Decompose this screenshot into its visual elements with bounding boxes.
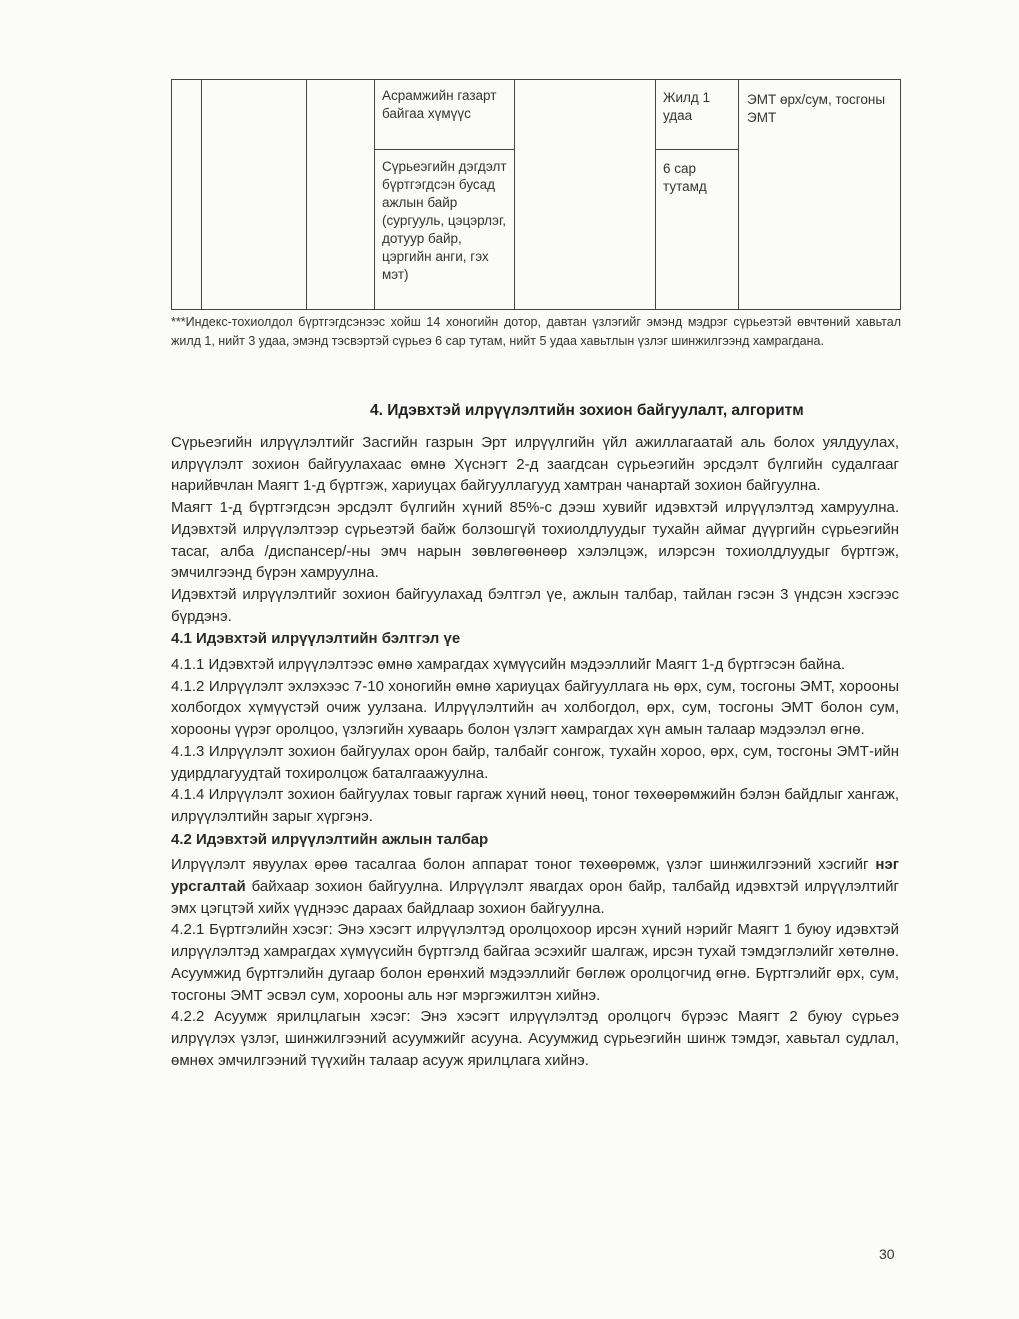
list-item: 4.2.2 Асуумж ярилцлагын хэсэг: Энэ хэсэгт илрүүлэлтэд оролцогч бүрээс Маягт 2 буюу сүрьеэ илрүүлэх үзлэг, шинжилгээний асуумжийг асууна. Асуумжид сүрьеэгийн шинж тэмдэг, хавьтал судлал, өмнөх эмчилгээний түүхийн талаар асууж ярилцлага хийнэ.: [171, 1008, 899, 1069]
table-divider: [655, 149, 738, 150]
table-cell-frequency-1: Жилд 1 удаа: [663, 90, 711, 123]
paragraph-text: Илрүүлэлт явуулах өрөө тасалгаа болон аппарат тоног төхөөрөмж, үзлэг шинжилгээний хэсгийг: [171, 856, 869, 874]
list-item: 4.1.2 Илрүүлэлт эхлэхээс 7-10 хоногийн өмнө хариуцах байгууллага нь өрх, сум, тосгоны ЭМТ, хорооны холбогдох хүмүүстэй очиж уулзана. Илрүүлэлтийн ач холбогдол, өрх, сум, тосгоны ЭМТ болон сум, хорооны үүрэг оролцоо, үзлэгийн хуваарь болон үзлэгт хамрагдах хүн амын талаар мэдээлэл өгнө.: [171, 677, 899, 739]
table-divider: [306, 80, 307, 309]
table-footnote: ***Индекс-тохиолдол бүртгэгдсэнээс хойш 14 хоногийн дотор, давтан үзлэгийг эмэнд мэдрэг сүрьеэтэй өвчтөний хавьтал жилд 1, нийт 3 удаа, эмэнд тэсвэртэй сүрьеэ 6 сар тутам, нийт 5 удаа хавьтлын үзлэг шинжилгээнд хамрагдана.: [171, 315, 901, 348]
section-body: [171, 432, 899, 1071]
list-item: 4.1.4 Илрүүлэлт зохион байгуулах товыг гаргаж хүний нөөц, тоног төхөөрөмжийн бэлэн байдлыг хангаж, илрүүлэлтийн зарыг хүргэнэ.: [171, 786, 899, 825]
table-cell-frequency-2: 6 сар тутамд: [663, 161, 707, 194]
table-divider: [201, 80, 202, 309]
list-item: 4.2.1 Бүртгэлийн хэсэг: Энэ хэсэгт илрүүлэлтэд оролцохоор ирсэн хүний нэрийг Маягт 1 буюу идэвхтэй илрүүлэлтэд хамрагдах хүмүүсийн бүртгэлд байгаа эсэхийг шалгаж, ирсэн тухай тэмдэглэлийг хөтөлнө. Асуумжид бүртгэлийн дугаар болон ерөнхий мэдээллийг бөглөж оролцогчид өгнө. Бүртгэлийг өрх, сум, тосгоны ЭМТ эсвэл сум, хорооны аль нэг мэргэжилтэн хийнэ.: [171, 921, 899, 1004]
emphasis-text: нэг урсгалтай: [171, 856, 899, 896]
table-divider: [738, 80, 739, 309]
subsection-paragraph: [171, 854, 899, 919]
table-cell-target-2: Сүрьеэгийн дэгдэлт бүртгэгдсэн бусад ажлын байр (сургууль, цэцэрлэг, дотуур байр, цэргийн анги, гэх мэт): [382, 159, 507, 282]
table-cell-target-1: Асрамжийн газарт байгаа хүмүүс: [382, 88, 497, 121]
intro-paragraph: Идэвхтэй илрүүлэлтийг зохион байгуулахад бэлтгэл үе, ажлын талбар, тайлан гэсэн 3 үндсэн хэсгээс бүрдэнэ.: [171, 585, 899, 625]
table-divider: [514, 80, 515, 309]
table-divider: [655, 80, 656, 309]
table-divider: [374, 149, 514, 150]
intro-paragraph: Сүрьеэгийн илрүүлэлтийг Засгийн газрын Эрт илрүүлгийн үйл ажиллагаатай аль болох уялдуулах, илрүүлэлт зохион байгуулахаас өмнө Хүснэгт 2-д заагдсан сүрьеэгийн эрсдэлт бүлгийн судалгааг нарийвчлан Маягт 1-д бүртгэж, хариуцах байгууллагууд хамтран чанартай зохион байгуулна.: [171, 434, 899, 495]
list-item: 4.1.3 Илрүүлэлт зохион байгуулах орон байр, талбайг сонгож, тухайн хороо, өрх, сум, тосгоны ЭМТ-ийн удирдлагуудтай тохиролцож баталгаажуулна.: [171, 742, 899, 782]
page-number: 30: [879, 1246, 895, 1262]
subsection-title-4-1: 4.1 Идэвхтэй илрүүлэлтийн бэлтгэл үе: [171, 630, 461, 648]
intro-paragraph: Маягт 1-д бүртгэгдсэн эрсдэлт бүлгийн хүний 85%-с дээш хувийг идэвхтэй илрүүлэлтэд хамруулна. Идэвхтэй илрүүлэлтээр сүрьеэтэй байж болзошгүй тохиолдлуудыг тухайн аймаг дүүргийн сүрьеэгийн тасаг, алба /диспансер/-ны эмч нарын зөвлөгөөнөөр хэлэлцэж, илэрсэн тохиолдлуудыг бүртгэж, эмчилгээнд бүрэн хамруулна.: [171, 499, 899, 582]
paragraph-text: байхаар зохион байгуулна. Илрүүлэлт явагдах орон байр, талбайд идэвхтэй илрүүлэлтийг эмх цэгцтэй хийх үүднээс дараах байдлаар зохион байгуулна.: [171, 878, 899, 917]
table-cell-responsible: ЭМТ өрх/сум, тосгоны ЭМТ: [747, 92, 886, 125]
subsection-title-4-2: 4.2 Идэвхтэй илрүүлэлтийн ажлын талбар: [171, 830, 489, 848]
table-divider: [374, 80, 375, 309]
list-item: 4.1.1 Идэвхтэй илрүүлэлтээс өмнө хамрагдах хүмүүсийн мэдээллийг Маягт 1-д бүртгэсэн байна.: [171, 656, 846, 674]
section-heading: 4. Идэвхтэй илрүүлэлтийн зохион байгуулалт, алгоритм: [370, 402, 804, 419]
coverage-table: [171, 79, 901, 310]
